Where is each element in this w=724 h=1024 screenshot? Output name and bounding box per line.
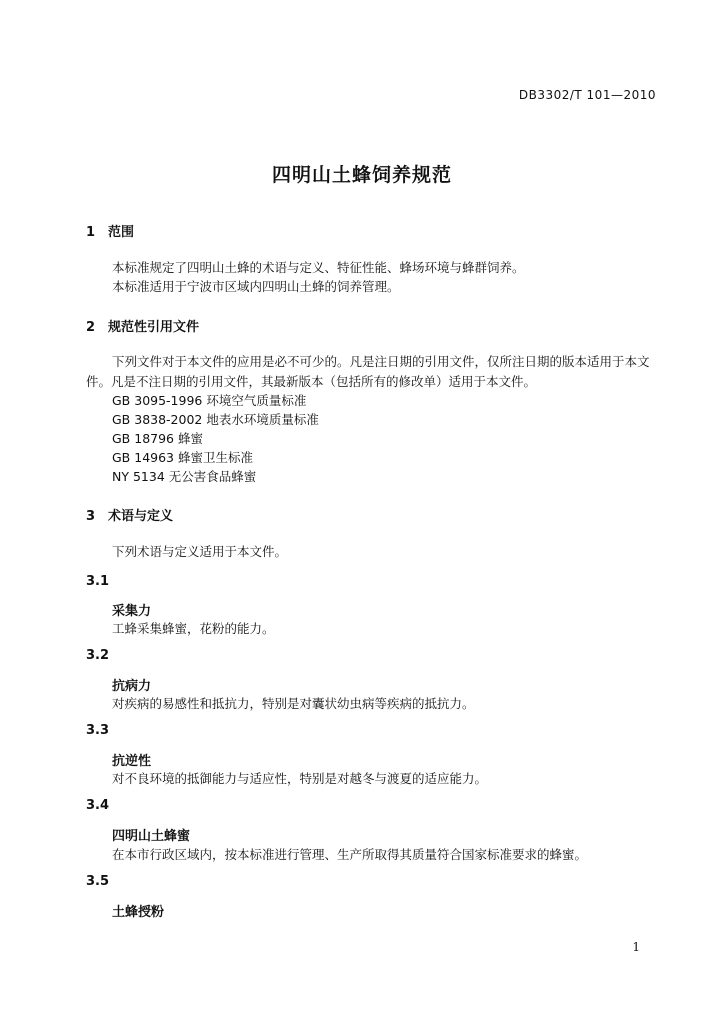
term-name: 采集力 (112, 604, 152, 619)
term-name: 土蜂授粉 (112, 905, 165, 920)
term-definition: 对疾病的易感性和抵抗力，特别是对囊状幼虫病等疾病的抵抗力。 (112, 696, 475, 711)
document-title: 四明山土蜂饲养规范 (271, 164, 452, 186)
section-heading-scope (86, 221, 134, 240)
document-number: DB3302/T 101—2010 (518, 88, 656, 102)
section-title: 术语与定义 (108, 509, 174, 524)
section-title: 范围 (108, 225, 135, 240)
term-name: 抗逆性 (112, 754, 152, 769)
term-definition: 对不良环境的抵御能力与适应性，特别是对越冬与渡夏的适应能力。 (112, 771, 488, 786)
section-number: 2 (86, 320, 96, 335)
subclause-number: 3.2 (86, 648, 110, 663)
subclause-number: 3.3 (86, 723, 110, 738)
subclause-number: 3.1 (86, 574, 110, 589)
section-heading-normative-references (86, 316, 199, 335)
paragraph-line: 本标准规定了四明山土蜂的术语与定义、特征性能、蜂场环境与蜂群饲养。 (112, 260, 525, 275)
term-definition: 工蜂采集蜂蜜，花粉的能力。 (112, 621, 275, 636)
term-name: 抗病力 (112, 679, 152, 694)
page-number: 1 (632, 940, 640, 954)
reference-item: GB 14963 蜂蜜卫生标准 (112, 450, 253, 465)
paragraph-line: 本标准适用于宁波市区域内四明山土蜂的饲养管理。 (112, 279, 400, 294)
section-number: 1 (86, 225, 96, 240)
subclause-number: 3.5 (86, 874, 110, 889)
reference-item: GB 3095-1996 环境空气质量标准 (112, 393, 307, 408)
section-number: 3 (86, 509, 96, 524)
paragraph-line: 下列术语与定义适用于本文件。 (112, 544, 288, 559)
section-heading-terms (86, 505, 173, 524)
paragraph-line: 件。凡是不注日期的引用文件，其最新版本（包括所有的修改单）适用于本文件。 (86, 374, 537, 389)
reference-item: GB 3838-2002 地表水环境质量标准 (112, 412, 319, 427)
section-title: 规范性引用文件 (108, 320, 200, 335)
reference-item: GB 18796 蜂蜜 (112, 431, 203, 446)
term-name: 四明山土蜂蜜 (112, 829, 191, 844)
paragraph-line: 下列文件对于本文件的应用是必不可少的。凡是注日期的引用文件，仅所注日期的版本适用于本文 (112, 354, 650, 369)
reference-item: NY 5134 无公害食品蜂蜜 (112, 469, 257, 484)
subclause-number: 3.4 (86, 798, 110, 813)
term-definition: 在本市行政区域内，按本标准进行管理、生产所取得其质量符合国家标准要求的蜂蜜。 (112, 847, 588, 862)
